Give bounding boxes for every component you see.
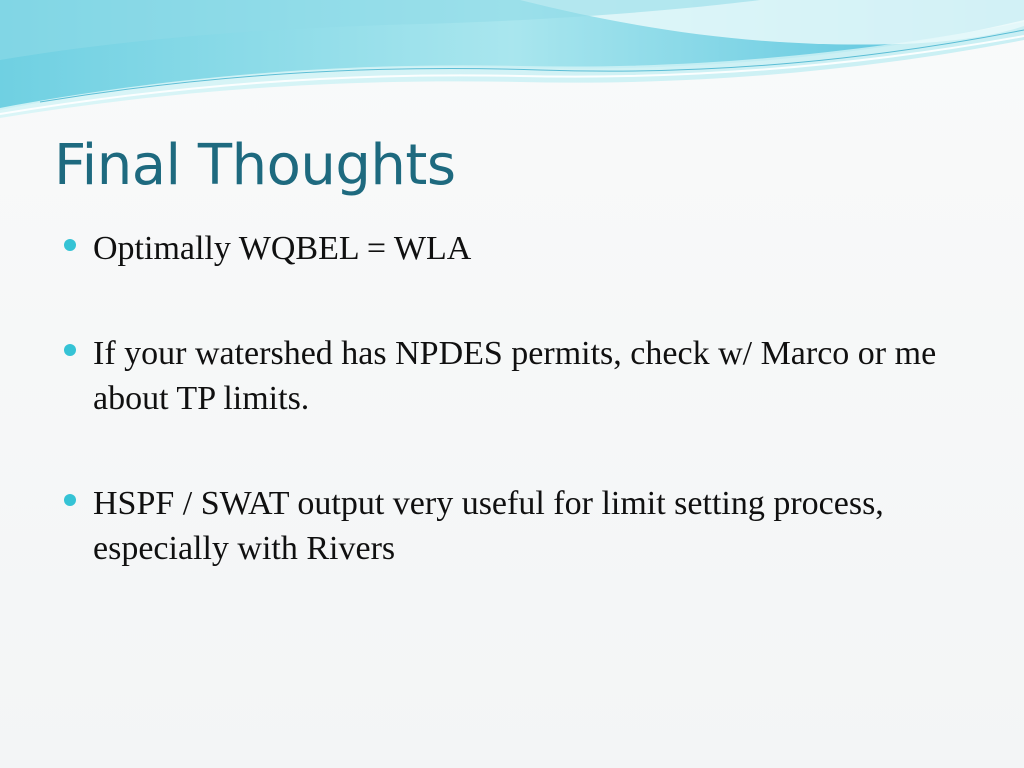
- bullet-text: If your watershed has NPDES permits, check w/ Marco or me about TP limits.: [93, 335, 937, 417]
- bullet-dot-icon: [64, 344, 76, 356]
- slide-title: Final Thoughts: [54, 133, 456, 198]
- bullet-dot-icon: [64, 494, 76, 506]
- bullet-dot-icon: [64, 239, 76, 251]
- bullet-text: Optimally WQBEL = WLA: [93, 230, 472, 267]
- bullet-list: [64, 226, 984, 631]
- bullet-text: HSPF / SWAT output very useful for limit setting process, especially with Rivers: [93, 485, 884, 567]
- header-wave-decoration: [0, 0, 1024, 130]
- bullet-item: [64, 226, 984, 271]
- bullet-item: [64, 481, 984, 571]
- bullet-item: [64, 331, 984, 421]
